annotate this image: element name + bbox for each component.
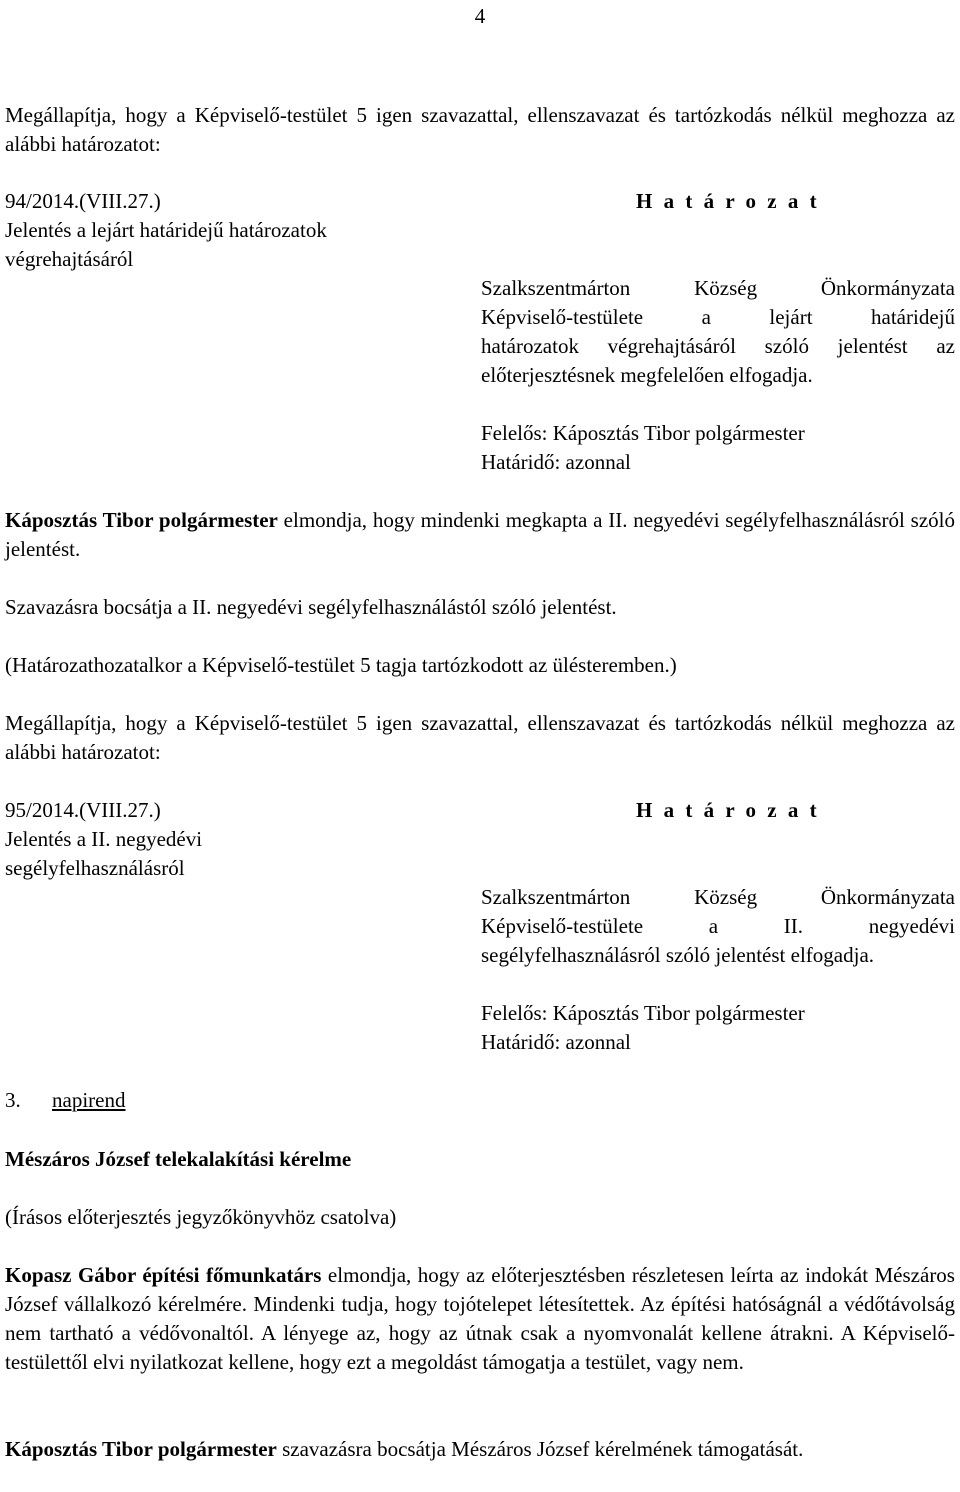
resolution-body-line: Képviselő-testülete a lejárt határidejű (481, 305, 955, 329)
resolution-body-line: Képviselő-testülete a II. negyedévi (481, 914, 955, 938)
resolution-number: 95/2014.(VIII.27.) (5, 798, 161, 822)
vote-paragraph: Szavazásra bocsátja a II. negyedévi segélyfelhasználástól szóló jelentést. (5, 595, 617, 619)
responsibility-block (481, 419, 955, 477)
responsible-person: Felelős: Káposztás Tibor polgármester (481, 421, 805, 445)
resolution-title-line: Jelentés a II. negyedévi (5, 827, 203, 851)
speaker-name: Kopasz Gábor építési főmunkatárs (5, 1263, 322, 1287)
decision-intro-paragraph: Megállapítja, hogy a Képviselő-testület 5 igen szavazattal, ellenszavazat és tartózkodás nélkül meghozza az alábbi határozatot: (5, 103, 955, 156)
deadline: Határidő: azonnal (481, 450, 631, 474)
page-number: 4 (474, 4, 486, 28)
resolution-heading: H a t á r o z a t (636, 798, 820, 822)
officer-statement-paragraph (5, 1261, 955, 1377)
speech-text: elmondja, hogy az előterjesztésben részletesen leírta az indokát Mészáros József vállalkozó kérelmére. Mindenki tudja, hogy tojótelepet létesítettek. Az építési hatóságnál a védőtávolság nem tartható a védővonaltól. A lényege az, hogy az útnak csak a nyomvonalát kellene átrakni. A Képviselő-testülettől elvi nyilatkozat kellene, hogy ezt a megoldást támogatja a testület, vagy nem. (5, 1263, 955, 1374)
decision-intro-paragraph: Megállapítja, hogy a Képviselő-testület 5 igen szavazattal, ellenszavazat és tartózkodás nélkül meghozza az alábbi határozatot: (5, 711, 955, 764)
resolution-label-95 (5, 796, 425, 883)
speech-text: elmondja, hogy mindenki megkapta a II. negyedévi segélyfelhasználásról szóló jelentést. (5, 508, 955, 561)
resolution-title-line: végrehajtásáról (5, 247, 134, 271)
resolution-body-94 (481, 274, 955, 390)
mayor-statement-paragraph (5, 506, 955, 564)
attachment-note: (Írásos előterjesztés jegyzőkönyvhöz csatolva) (5, 1205, 397, 1229)
resolution-body-line: határozatok végrehajtásáról szóló jelentést az (481, 334, 955, 358)
attendance-paragraph: (Határozathozatalkor a Képviselő-testület 5 tagja tartózkodott az ülésteremben.) (5, 653, 677, 677)
resolution-body-95 (481, 883, 955, 970)
deadline: Határidő: azonnal (481, 1030, 631, 1054)
speech-text: szavazásra bocsátja Mészáros József kérelmének támogatását. (276, 1437, 804, 1461)
resolution-title-line: segélyfelhasználásról (5, 856, 185, 880)
resolution-heading: H a t á r o z a t (636, 189, 820, 213)
agenda-title: Mészáros József telekalakítási kérelme (5, 1147, 352, 1171)
mayor-vote-paragraph (5, 1435, 955, 1464)
speaker-name: Káposztás Tibor polgármester (5, 1437, 277, 1461)
agenda-item-heading (5, 1086, 125, 1115)
resolution-title-line: Jelentés a lejárt határidejű határozatok (5, 218, 327, 242)
resolution-body-line: előterjesztésnek megfelelően elfogadja. (481, 363, 813, 387)
resolution-label-94 (5, 187, 425, 274)
responsible-person: Felelős: Káposztás Tibor polgármester (481, 1001, 805, 1025)
resolution-body-line: Szalkszentmárton Község Önkormányzata (481, 885, 955, 909)
resolution-body-line: segélyfelhasználásról szóló jelentést elfogadja. (481, 943, 875, 967)
resolution-body-line: Szalkszentmárton Község Önkormányzata (481, 276, 955, 300)
agenda-label: napirend (52, 1088, 126, 1112)
resolution-number: 94/2014.(VIII.27.) (5, 189, 161, 213)
speaker-name: Káposztás Tibor polgármester (5, 508, 278, 532)
responsibility-block (481, 999, 955, 1057)
agenda-number: 3. (5, 1088, 21, 1112)
